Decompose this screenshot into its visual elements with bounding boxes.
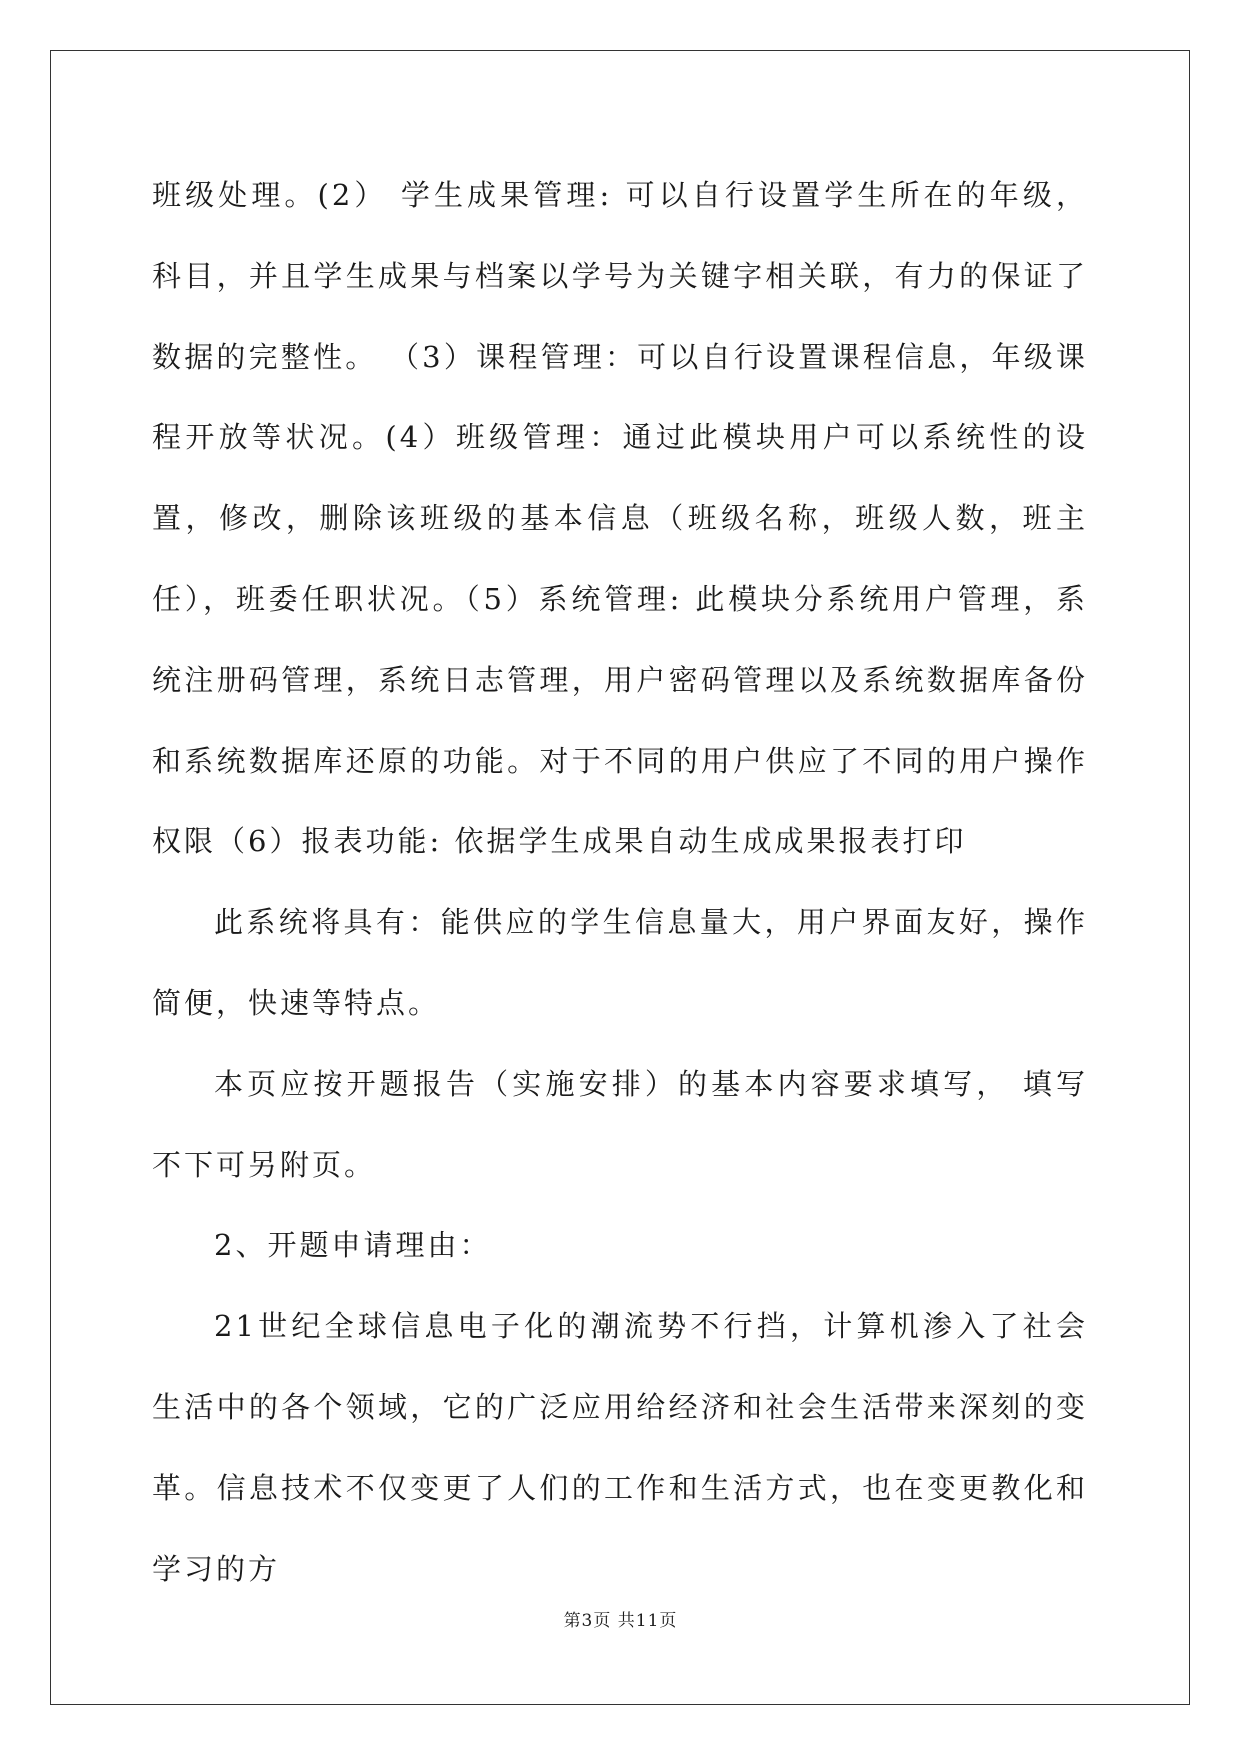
page-number-footer: 第3页 共11页 (563, 1611, 678, 1631)
document-body (152, 155, 1088, 1609)
paragraph-5: 21世纪全球信息电子化的潮流势不行挡，计算机渗入了社会生活中的各个领域，它的广泛应用给经济和社会生活带来深刻的变革。信息技术不仅变更了人们的工作和生活方式，也在变更教化和学习的方 (152, 1309, 1088, 1586)
paragraph-2: 此系统将具有：能供应的学生信息量大，用户界面友好，操作简便，快速等特点。 (152, 905, 1088, 1020)
paragraph-4: 2、开题申请理由： (214, 1228, 492, 1263)
paragraph-1: 班级处理。(2） 学生成果管理: 可以自行设置学生所在的年级，科目，并且学生成果与档案以学号为关键字相关联，有力的保证了数据的完整性。 （3）课程管理：可以自行设置课程信息，年级课程开放等状况。(4）班级管理：通过此模块用户可以系统性的设置，修改，删除该班级的基本信息（班级名称，班级人数，班主任），班委任职状况。（5）系统管理: 此模块分系统用户管理，系统注册码管理，系统日志管理，用户密码管理以及系统数据库备份和系统数据库还原的功能。对于不同的用户供应了不同的用户操作权限（6）报表功能: 依据学生成果自动生成成果报表打印 (152, 178, 1088, 859)
paragraph-3: 本页应按开题报告（实施安排）的基本内容要求填写， 填写不下可另附页。 (152, 1066, 1088, 1182)
